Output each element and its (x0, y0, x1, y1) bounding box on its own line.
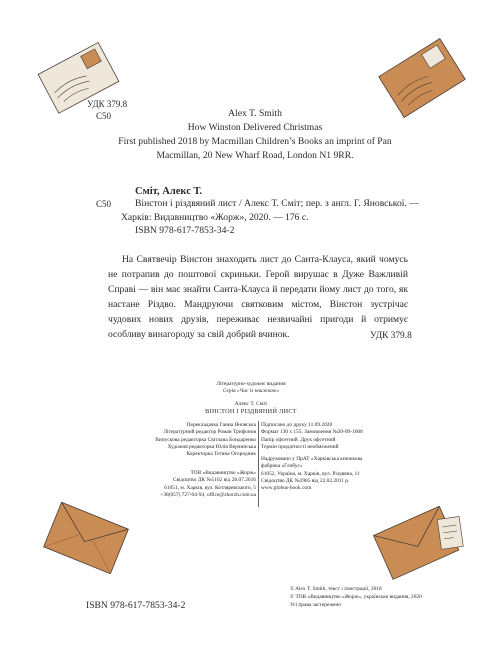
original-title: How Winston Delivered Christmas (187, 122, 323, 133)
tech-paper: Папір офсетний. Друк офсетний (261, 436, 336, 443)
original-author: Alex T. Smith (228, 108, 282, 119)
original-publication-line-2: Macmillan, 20 New Wharf Road, London N1 9RR. (156, 150, 354, 161)
printer-website: www.globus-book.com (261, 485, 312, 492)
credit-literary-editor: Літературний редактор Роман Трифонов (163, 429, 256, 436)
publisher-address: 61051, м. Харків, вул. Котляревського, 5 (164, 484, 256, 491)
publisher-contact: +38(057) 727-04-94, office@zhorzh.com.ua (160, 491, 256, 498)
copyright-block (290, 585, 422, 609)
book-annotation: На Святвечір Вінстон знаходить лист до Санта-Клауса, який чомусь не потрапив до поштової скриньки. Герой вирушає в Дуже Важливій Справі — він має знайти Санта-Клауса й передати йому лист до того, як настане Різдво. Мандруючи святковим містом, Вінстон зустрічає чудових нових друзів, переживає незвичайні пригоди й отримує особливу винагороду за свій добрий вчинок. (108, 254, 408, 340)
copyright-publisher: © ТОВ «Видавництво «Жорж», українське видання, 2020 (290, 594, 422, 600)
original-edition-info (110, 107, 400, 163)
catalog-author-mark: С50 (96, 199, 112, 209)
imprint-author: Алекс Т. Сміт (234, 401, 268, 407)
envelope-bottom-right (366, 498, 470, 586)
credit-proofreader: Коректорка Тетяна Огородник (186, 451, 256, 458)
tech-shelf-life: Термін придатності необмежений (261, 443, 339, 450)
printer-address: 61052, Україна, м. Харків, вул. Різдвяна, 11 (261, 470, 360, 477)
copyright-author: © Alex T. Smith, текст і ілюстрації, 2018 (290, 586, 382, 592)
imprint-divider (258, 421, 259, 507)
series-name: Серія «Час із книжкою» (222, 388, 280, 394)
technical-info (261, 422, 411, 451)
tech-signed: Підписано до друку 11.09.2020 (261, 422, 333, 428)
printer-line-1: Надруковано у ПрАТ «Харківська книжкова (261, 456, 363, 462)
printing-info (261, 456, 411, 492)
printer-line-2: фабрика «Глобус» (261, 463, 303, 470)
isbn-bottom: ISBN 978-617-7853-34-2 (86, 600, 186, 611)
credits-list (140, 422, 256, 458)
printer-certificate: Свідоцтво ДК №3985 від 22.02.2011 р. (261, 477, 350, 484)
author-mark-top: С50 (96, 111, 112, 121)
envelope-bottom-left (36, 496, 136, 580)
credit-art-editor: Художня редакторка Юлія Верчинська (167, 443, 256, 450)
edition-type: Літературно-художнє видання (216, 381, 286, 387)
catalog-isbn: ISBN 978-617-7853-34-2 (135, 225, 235, 236)
catalog-entry: Вінстон і різдвяний лист / Алекс Т. Сміт; пер. з англ. Г. Яновської. — Харків: Видавництво «Жорж», 2020. — 176 с. (121, 198, 419, 223)
catalog-author: Сміт, Алекс Т. (135, 186, 203, 197)
udk-code-top: УДК 379.8 (87, 99, 128, 109)
tech-format: Формат 130 х 155. Замовлення №20-09-1608 (261, 429, 363, 436)
original-publication-line-1: First published 2018 by Macmillan Children’s Books an imprint of Pan (118, 136, 392, 147)
publisher-info (112, 470, 256, 499)
rights-reserved: Усі права застережено (290, 602, 341, 608)
publisher-certificate: Свідоцтво ДК №5162 від 28.07.2016 (172, 477, 256, 484)
udk-code-right: УДК 379.8 (370, 331, 412, 341)
publisher-name: ТОВ «Видавництво «Жорж» (190, 470, 256, 476)
credit-translator: Перекладачка Ганна Яновська (186, 422, 256, 428)
credit-managing-editor: Випускова редакторка Світлана Бондаренко (155, 436, 256, 443)
imprint-title: ВІНСТОН І РІЗДВЯНИЙ ЛИСТ (205, 408, 297, 415)
